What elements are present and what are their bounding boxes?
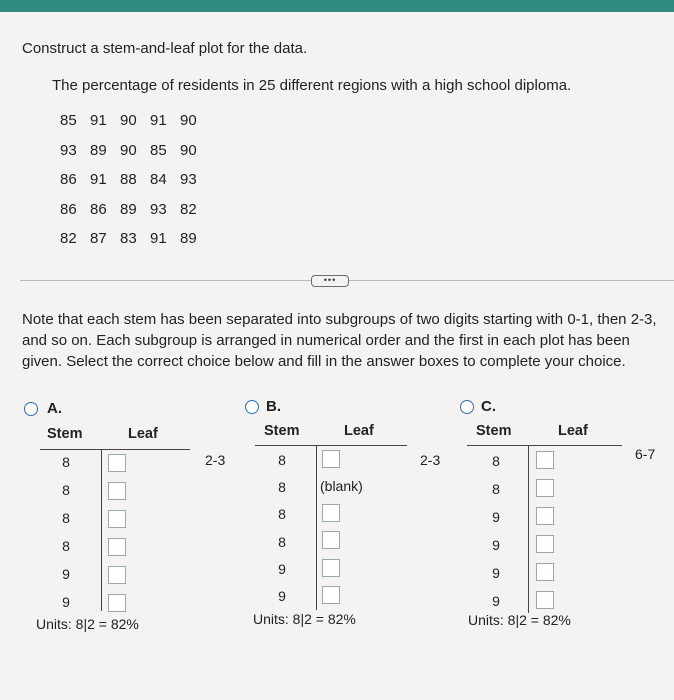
leaf-input[interactable] [108,566,126,584]
data-value: 89 [180,230,197,247]
side-label: 6-7 [635,446,656,462]
leaf-input[interactable] [322,559,340,577]
data-value: 90 [180,141,197,159]
stem-leaf-divider [528,445,529,613]
stem-leaf-divider [316,445,317,610]
expand-button[interactable]: ••• [311,275,349,287]
data-value: 93 [180,171,197,188]
units-label: Units: 8|2 = 82% [253,611,356,627]
leaf-input[interactable] [536,451,554,469]
data-value: 85 [60,112,77,129]
data-value: 93 [150,200,167,218]
data-row [60,106,210,136]
header-rule [255,445,407,446]
stem-leaf-divider [101,449,102,611]
stem-header: Stem [264,423,300,439]
data-row [60,224,210,254]
leaf-input[interactable] [108,454,126,472]
leaf-input[interactable] [322,504,340,522]
stem-value: 9 [492,565,500,581]
stem-value: 8 [278,534,286,550]
stem-value: 8 [62,538,70,554]
stem-header: Stem [47,426,83,442]
stem-value: 9 [278,588,286,604]
choice-b-label: B. [266,398,281,415]
data-value: 86 [90,200,107,218]
leaf-header: Leaf [128,426,158,442]
data-value: 84 [150,171,167,188]
stem-value: 9 [492,509,500,525]
data-value: 87 [90,230,107,247]
data-value: 85 [150,141,167,159]
leaf-input[interactable] [322,531,340,549]
data-row [60,165,210,195]
stem-value: 8 [492,453,500,469]
stem-value: 8 [278,479,286,495]
stem-value: 8 [62,482,70,498]
data-description: The percentage of residents in 25 different regions with a high school diploma. [52,77,572,94]
stem-value: 8 [278,452,286,468]
data-value: 91 [90,112,107,129]
data-value: 90 [120,112,137,129]
data-value: 86 [60,171,77,188]
choice-b-radio[interactable] [245,400,259,414]
choice-c-radio[interactable] [460,400,474,414]
leaf-input[interactable] [536,591,554,609]
data-value: 82 [180,200,197,218]
data-value: 88 [120,171,137,188]
leaf-header: Leaf [558,423,588,439]
stem-value: 9 [62,566,70,582]
leaf-input[interactable] [108,594,126,612]
stem-value: 8 [62,454,70,470]
data-value: 93 [60,141,77,159]
instruction-text: Construct a stem-and-leaf plot for the data. [22,40,308,57]
blank-label: (blank) [320,478,363,494]
stem-value: 9 [62,594,70,610]
choice-c-label: C. [481,398,496,415]
leaf-input[interactable] [108,482,126,500]
note-text: Note that each stem has been separated into subgroups of two digits starting with 0-1, then 2-3, and so on. Each subgroup is arranged in numerical order and the first in each plot has been given. Select the correct choice below and fill in the answer boxes to complete your choice. [22,311,657,370]
question-panel [0,12,674,700]
data-value: 90 [180,112,197,129]
data-value: 89 [120,200,137,218]
stem-value: 8 [62,510,70,526]
data-row [60,136,210,166]
choice-a-radio[interactable] [24,402,38,416]
data-value: 90 [120,141,137,159]
units-label: Units: 8|2 = 82% [36,616,139,632]
data-value: 83 [120,230,137,247]
stem-value: 8 [492,481,500,497]
data-value: 86 [60,200,77,218]
data-value: 91 [90,171,107,188]
leaf-header: Leaf [344,423,374,439]
stem-value: 9 [278,561,286,577]
side-label: 2-3 [205,452,226,468]
leaf-input[interactable] [108,510,126,528]
stem-header: Stem [476,423,512,439]
leaf-input[interactable] [536,535,554,553]
units-label: Units: 8|2 = 82% [468,612,571,628]
choice-a-label: A. [47,400,62,417]
stem-value: 9 [492,537,500,553]
leaf-input[interactable] [536,507,554,525]
leaf-input[interactable] [108,538,126,556]
header-rule [467,445,622,446]
data-row [60,195,210,225]
leaf-input[interactable] [536,563,554,581]
leaf-input[interactable] [536,479,554,497]
stem-value: 9 [492,593,500,609]
leaf-input[interactable] [322,586,340,604]
data-value: 91 [150,230,167,247]
header-rule [40,449,190,450]
top-accent-bar [0,0,674,12]
leaf-input[interactable] [322,450,340,468]
side-label: 2-3 [420,452,441,468]
data-value: 89 [90,141,107,159]
stem-value: 8 [278,506,286,522]
data-value: 82 [60,230,77,247]
data-table [60,106,210,254]
data-value: 91 [150,112,167,129]
